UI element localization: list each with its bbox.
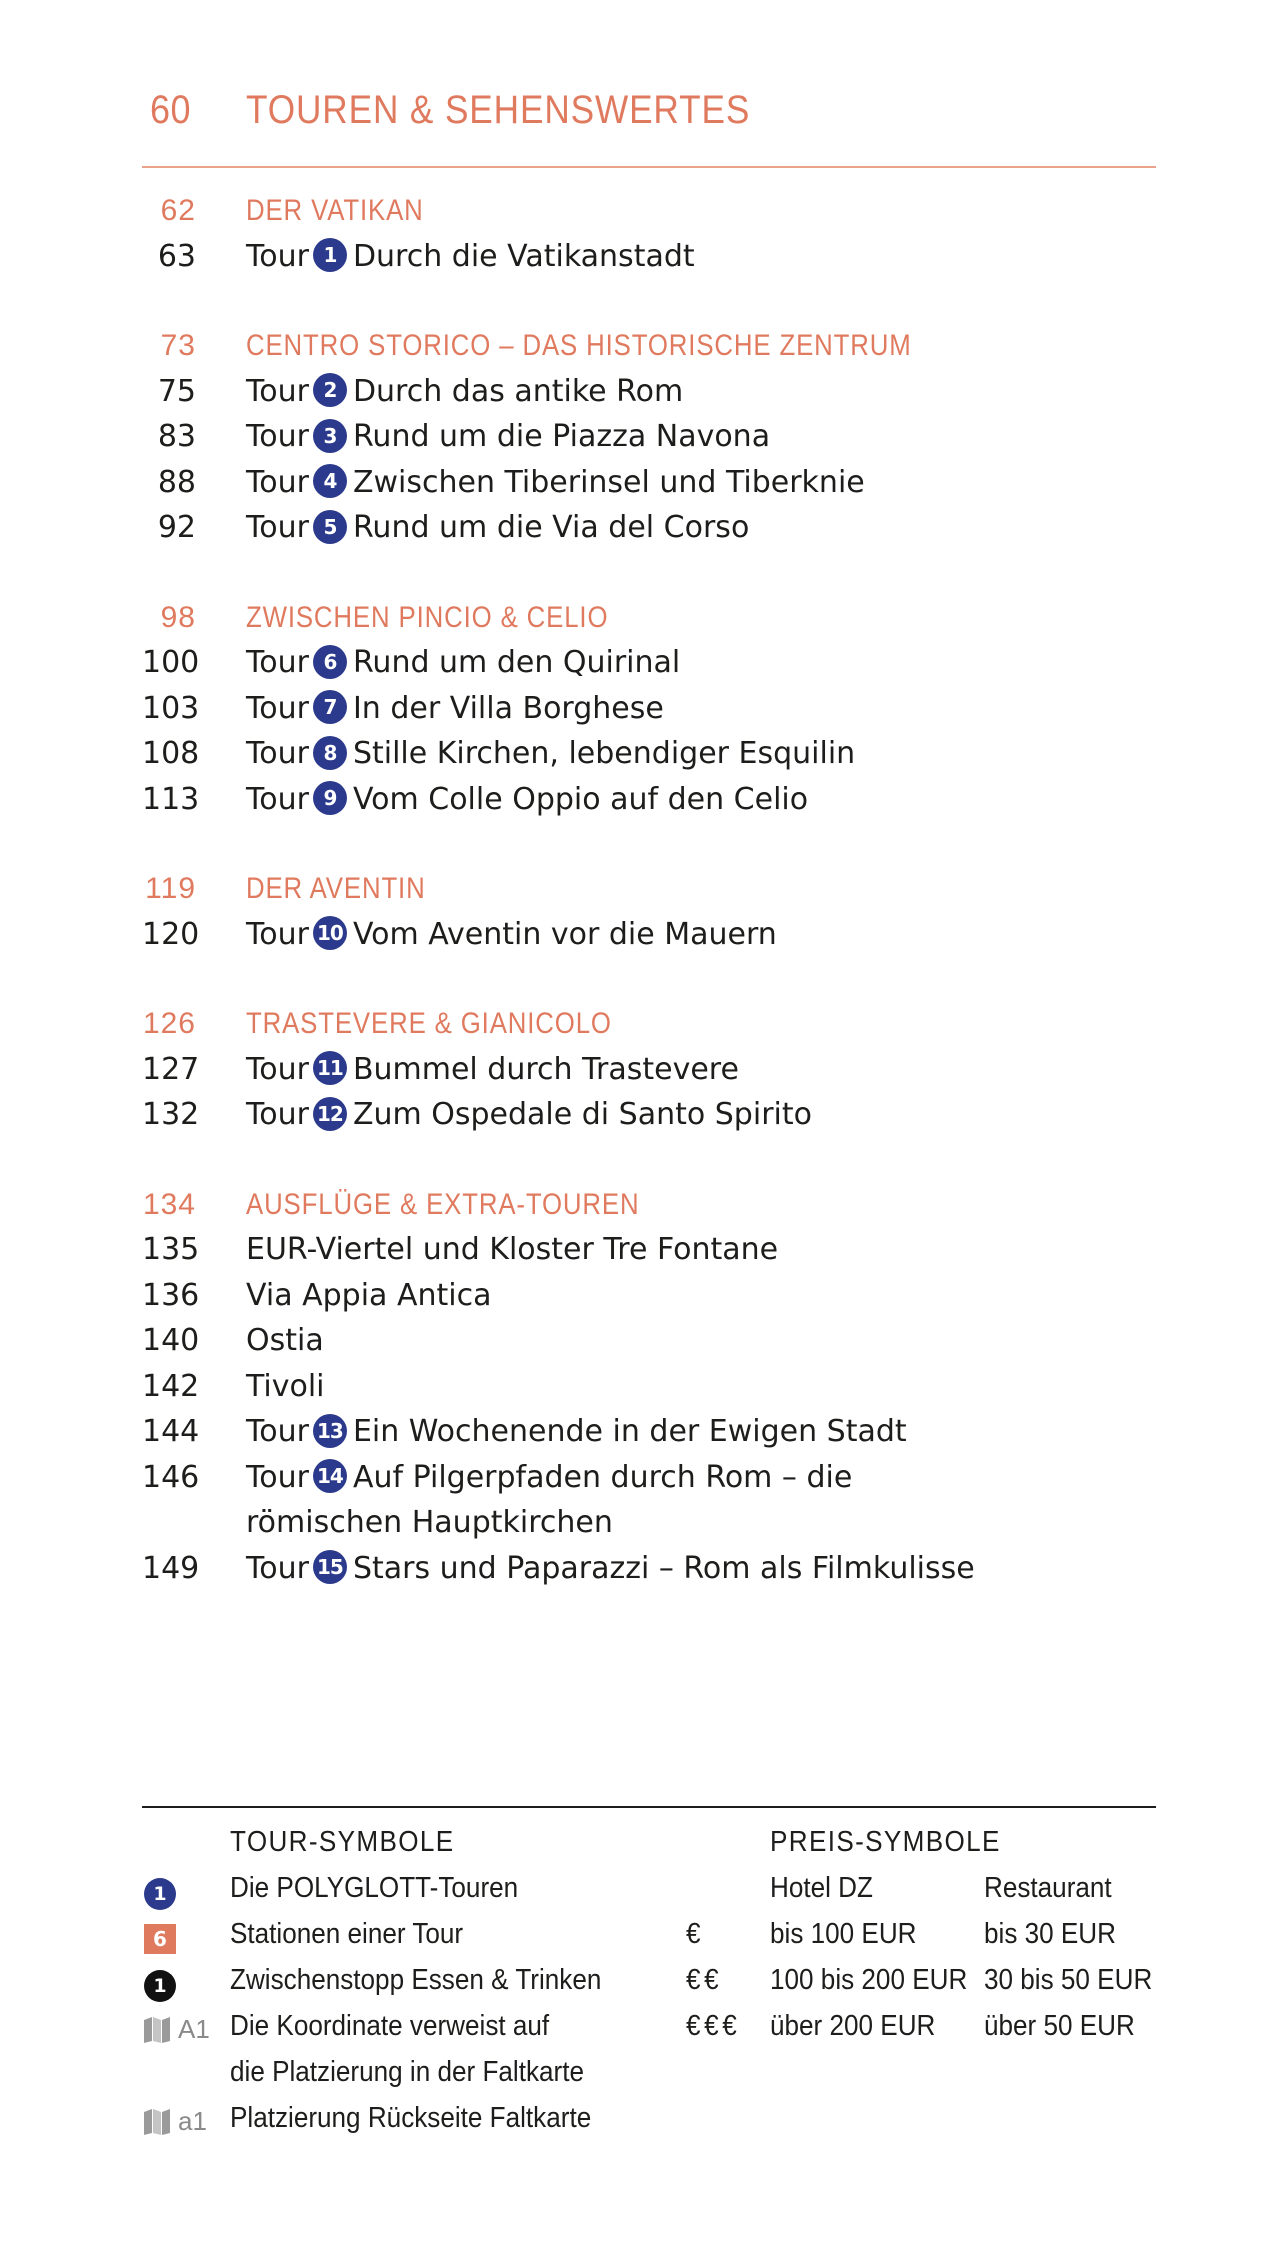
section-title: DER VATIKAN <box>246 194 424 227</box>
price-restaurant: über 50 EUR <box>984 2010 1135 2042</box>
tour-symbols-heading: TOUR-SYMBOLE <box>230 1826 455 1858</box>
entry-title: Zwischen Tiberinsel und Tiberknie <box>352 464 865 500</box>
entry-page-number: 135 <box>142 1232 200 1267</box>
tour-prefix: Tour <box>246 690 309 726</box>
tour-prefix: Tour <box>246 645 309 680</box>
tour-number-icon: 15 <box>313 1550 347 1584</box>
section-page-number: 98 <box>160 600 196 634</box>
entry-text <box>246 777 808 823</box>
toc-entry[interactable] <box>142 505 1156 551</box>
toc-section <box>142 188 1156 279</box>
section-heading[interactable] <box>142 1182 1156 1228</box>
toc-entry[interactable] <box>142 1047 1156 1093</box>
toc-entry[interactable] <box>142 234 1156 280</box>
tour-number-icon: 10 <box>313 916 347 950</box>
tour-number-icon: 12 <box>313 1097 347 1131</box>
entry-page-number: 108 <box>142 736 200 771</box>
section-heading[interactable] <box>142 1001 1156 1047</box>
entry-text <box>246 505 749 551</box>
entry-title: In der Villa Borghese <box>352 690 664 726</box>
entry-page-number: 136 <box>142 1277 200 1313</box>
legend-back-label: Platzierung Rückseite Faltkarte <box>230 2102 592 2134</box>
section-heading[interactable] <box>142 595 1156 641</box>
entry-text <box>246 1318 324 1364</box>
toc-entry[interactable] <box>142 1364 1156 1410</box>
entry-text <box>246 234 695 280</box>
header-title: TOUREN & SEHENSWERTES <box>246 88 751 132</box>
toc-entry[interactable] <box>142 369 1156 415</box>
section-page-number: 62 <box>160 194 196 227</box>
page-header <box>142 88 1156 168</box>
entry-text <box>246 1047 739 1093</box>
tour-number-icon: 4 <box>313 464 347 498</box>
entry-page-number: 100 <box>142 645 200 680</box>
tour-number-icon: 3 <box>313 419 347 453</box>
toc-entry[interactable] <box>142 731 1156 777</box>
entry-page-number: 92 <box>157 510 196 545</box>
toc-entry[interactable] <box>142 1227 1156 1273</box>
section-heading[interactable] <box>142 866 1156 912</box>
map-coordinate-label: A1 <box>178 2014 210 2044</box>
entry-text <box>246 1455 1006 1546</box>
entry-page-number: 142 <box>142 1368 200 1404</box>
price-restaurant: 30 bis 50 EUR <box>984 1964 1153 1996</box>
tour-prefix: Tour <box>246 238 309 274</box>
tour-prefix: Tour <box>246 916 309 952</box>
legend-food-label: Zwischenstopp Essen & Trinken <box>230 1964 602 1996</box>
entry-page-number: 144 <box>142 1414 200 1449</box>
station-number-icon: 6 <box>144 1924 176 1954</box>
toc-entry[interactable] <box>142 1455 1156 1546</box>
legend <box>142 1806 1156 2148</box>
section-title: TRASTEVERE & GIANICOLO <box>246 1007 612 1040</box>
entry-text <box>246 1364 325 1410</box>
tour-number-icon: 1 <box>144 1878 176 1910</box>
entry-title: Vom Colle Oppio auf den Celio <box>352 781 809 817</box>
entry-text <box>246 1546 975 1592</box>
entry-title: Stille Kirchen, lebendiger Esquilin <box>352 736 856 771</box>
entry-text <box>246 1409 907 1455</box>
entry-text <box>246 686 664 732</box>
tour-prefix: Tour <box>246 1414 309 1449</box>
toc-entry[interactable] <box>142 1546 1156 1592</box>
entry-page-number: 103 <box>142 690 200 726</box>
toc-section <box>142 1182 1156 1592</box>
toc-entry[interactable] <box>142 460 1156 506</box>
tour-prefix: Tour <box>246 419 309 454</box>
section-page-number: 119 <box>145 872 196 905</box>
entry-text <box>246 460 865 506</box>
legend-coordinate-label: Die Koordinate verweist auf <box>230 2010 550 2042</box>
toc-entry[interactable] <box>142 1273 1156 1319</box>
price-symbol: €€€ <box>686 2010 741 2042</box>
tour-number-icon: 1 <box>313 238 347 272</box>
entry-title: Via Appia Antica <box>246 1277 492 1313</box>
section-title: AUSFLÜGE & EXTRA-TOUREN <box>246 1187 640 1221</box>
section-page-number: 73 <box>160 329 196 362</box>
entry-text <box>246 640 680 686</box>
toc-entry[interactable] <box>142 686 1156 732</box>
entry-title: Rund um die Piazza Navona <box>352 419 771 454</box>
toc-section <box>142 595 1156 823</box>
tour-number-icon: 6 <box>313 645 347 679</box>
price-hotel: 100 bis 200 EUR <box>770 1964 968 1996</box>
folded-map-icon <box>142 2016 172 2044</box>
entry-page-number: 75 <box>157 373 196 409</box>
tour-number-icon: 13 <box>313 1414 347 1448</box>
entry-text <box>246 1227 778 1273</box>
price-hotel: bis 100 EUR <box>770 1918 917 1950</box>
entry-page-number: 83 <box>157 419 196 454</box>
entry-page-number: 63 <box>157 238 196 274</box>
toc-entry[interactable] <box>142 1409 1156 1455</box>
tour-prefix: Tour <box>246 373 309 409</box>
tour-prefix: Tour <box>246 1459 309 1495</box>
entry-text <box>246 731 855 777</box>
entry-title: Durch das antike Rom <box>352 373 684 409</box>
entry-page-number: 132 <box>142 1097 200 1132</box>
toc-entry[interactable] <box>142 777 1156 823</box>
section-title: DER AVENTIN <box>246 872 426 905</box>
price-symbols-heading: PREIS-SYMBOLE <box>770 1826 1001 1858</box>
entry-title: Bummel durch Trastevere <box>352 1051 739 1087</box>
entry-title: Vom Aventin vor die Mauern <box>352 916 777 952</box>
entry-title: Durch die Vatikanstadt <box>352 238 695 274</box>
table-of-contents <box>142 188 1156 1635</box>
legend-coordinate-label-2: die Platzierung in der Faltkarte <box>230 2056 584 2088</box>
toc-entry[interactable] <box>142 414 1156 460</box>
toc-entry[interactable] <box>142 640 1156 686</box>
entry-text <box>246 369 683 415</box>
header-page-number: 60 <box>150 88 191 132</box>
toc-entry[interactable] <box>142 1318 1156 1364</box>
tour-prefix: Tour <box>246 1097 309 1132</box>
section-title: ZWISCHEN PINCIO & CELIO <box>246 600 609 634</box>
entry-page-number: 113 <box>142 781 200 817</box>
price-hotel: über 200 EUR <box>770 2010 936 2042</box>
entry-text <box>246 1092 812 1138</box>
toc-section <box>142 323 1156 551</box>
toc-section <box>142 866 1156 957</box>
entry-title: Stars und Paparazzi – Rom als Filmkulisse <box>352 1550 975 1586</box>
entry-page-number: 140 <box>142 1323 200 1358</box>
entry-text <box>246 414 770 460</box>
legend-tour-label: Die POLYGLOTT-Touren <box>230 1872 519 1904</box>
price-symbol: € <box>686 1918 701 1950</box>
section-heading[interactable] <box>142 188 1156 234</box>
tour-number-icon: 11 <box>313 1051 347 1085</box>
tour-prefix: Tour <box>246 736 309 771</box>
entry-page-number: 149 <box>142 1550 200 1586</box>
entry-text <box>246 912 777 958</box>
price-restaurant-header: Restaurant <box>984 1872 1112 1904</box>
tour-prefix: Tour <box>246 464 309 500</box>
entry-title: EUR-Viertel und Kloster Tre Fontane <box>246 1232 779 1267</box>
food-stop-icon: 1 <box>144 1970 176 2002</box>
entry-page-number: 120 <box>142 916 200 952</box>
tour-prefix: Tour <box>246 510 309 545</box>
tour-number-icon: 8 <box>313 736 347 770</box>
tour-number-icon: 9 <box>313 781 347 815</box>
section-page-number: 134 <box>142 1187 196 1221</box>
entry-page-number: 127 <box>142 1051 200 1087</box>
entry-title: Ein Wochenende in der Ewigen Stadt <box>352 1414 907 1449</box>
toc-entry[interactable] <box>142 912 1156 958</box>
tour-number-icon: 7 <box>313 690 347 724</box>
entry-title: Zum Ospedale di Santo Spirito <box>352 1097 812 1132</box>
entry-title: Tivoli <box>246 1368 325 1404</box>
price-hotel-header: Hotel DZ <box>770 1872 873 1904</box>
tour-number-icon: 14 <box>313 1459 347 1493</box>
entry-text <box>246 1273 492 1319</box>
section-page-number: 126 <box>142 1007 196 1040</box>
section-heading[interactable] <box>142 323 1156 369</box>
entry-page-number: 88 <box>157 464 196 500</box>
tour-prefix: Tour <box>246 781 309 817</box>
map-coordinate-back-label: a1 <box>178 2106 207 2136</box>
entry-page-number: 146 <box>142 1459 200 1495</box>
tour-number-icon: 2 <box>313 373 347 407</box>
tour-number-icon: 5 <box>313 510 347 544</box>
price-symbol: €€ <box>686 1964 723 1996</box>
section-title: CENTRO STORICO – DAS HISTORISCHE ZENTRUM <box>246 329 912 362</box>
tour-prefix: Tour <box>246 1550 309 1586</box>
toc-section <box>142 1001 1156 1138</box>
entry-title: Ostia <box>246 1323 324 1358</box>
legend-station-label: Stationen einer Tour <box>230 1918 464 1950</box>
entry-title: Auf Pilgerpfaden durch Rom – die römischen Hauptkirchen <box>246 1459 853 1540</box>
price-restaurant: bis 30 EUR <box>984 1918 1117 1950</box>
folded-map-icon <box>142 2108 172 2136</box>
tour-prefix: Tour <box>246 1051 309 1087</box>
entry-title: Rund um den Quirinal <box>352 645 681 680</box>
toc-entry[interactable] <box>142 1092 1156 1138</box>
entry-title: Rund um die Via del Corso <box>352 510 750 545</box>
